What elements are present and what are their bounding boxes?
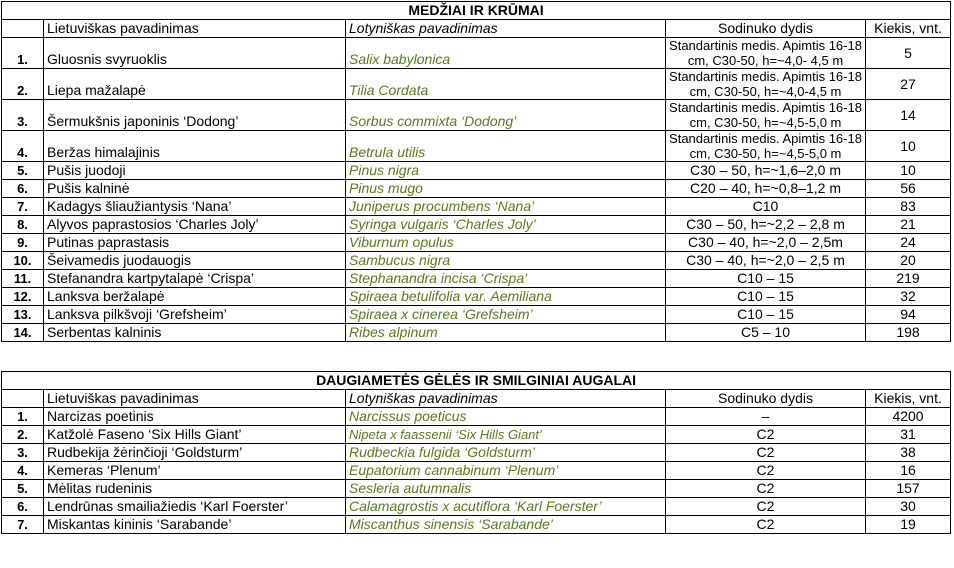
- quantity: 5: [866, 38, 951, 69]
- seedling-size: C2: [666, 462, 866, 480]
- lithuanian-name: Pušis kalninė: [44, 180, 346, 198]
- row-number: 13.: [2, 306, 44, 324]
- row-number: 2.: [2, 69, 44, 100]
- table-row: [2, 234, 951, 252]
- lithuanian-name: Lanksva beržalapė: [44, 288, 346, 306]
- seedling-size: Standartinis medis. Apimtis 16-18 cm, C30-50, h=~4,0-4,5 m: [666, 69, 866, 100]
- seedling-size: C2: [666, 426, 866, 444]
- quantity: 27: [866, 69, 951, 100]
- latin-name: Rudbeckia fulgida ‘Goldsturm’: [346, 444, 666, 462]
- header-latin-name: Lotyniškas pavadinimas: [346, 20, 666, 38]
- latin-name: Betrula utilis: [346, 131, 666, 162]
- quantity: 94: [866, 306, 951, 324]
- seedling-size: C10 – 15: [666, 270, 866, 288]
- lithuanian-name: Šermukšnis japoninis ‘Dodong’: [44, 100, 346, 131]
- quantity: 56: [866, 180, 951, 198]
- latin-name: Pinus mugo: [346, 180, 666, 198]
- seedling-size: C30 – 40, h=~2,0 – 2,5 m: [666, 252, 866, 270]
- quantity: 198: [866, 324, 951, 342]
- table-row: [2, 270, 951, 288]
- table-row: [2, 100, 951, 131]
- perennials-table: [1, 371, 951, 534]
- table-row: [2, 131, 951, 162]
- latin-name: Sambucus nigra: [346, 252, 666, 270]
- table-row: [2, 408, 951, 426]
- quantity: 19: [866, 516, 951, 534]
- row-number: 14.: [2, 324, 44, 342]
- table-row: [2, 180, 951, 198]
- latin-name: Tilia Cordata: [346, 69, 666, 100]
- table-row: [2, 288, 951, 306]
- quantity: 16: [866, 462, 951, 480]
- row-number: 1.: [2, 38, 44, 69]
- row-number: 8.: [2, 216, 44, 234]
- header-number: [2, 20, 44, 38]
- lithuanian-name: Kadagys šliaužiantysis ‘Nana’: [44, 198, 346, 216]
- row-number: 4.: [2, 131, 44, 162]
- quantity: 21: [866, 216, 951, 234]
- seedling-size: C10: [666, 198, 866, 216]
- row-number: 6.: [2, 498, 44, 516]
- row-number: 5.: [2, 162, 44, 180]
- row-number: 6.: [2, 180, 44, 198]
- table-row: [2, 216, 951, 234]
- header-lithuanian-name: Lietuviškas pavadinimas: [44, 20, 346, 38]
- seedling-size: C5 – 10: [666, 324, 866, 342]
- header-latin-name: Lotyniškas pavadinimas: [346, 390, 666, 408]
- latin-name: Ribes alpinum: [346, 324, 666, 342]
- latin-name: Nipeta x faassenii ‘Six Hills Giant’: [346, 426, 666, 444]
- table-row: [2, 162, 951, 180]
- row-number: 3.: [2, 100, 44, 131]
- lithuanian-name: Lanksva pilkšvoji ‘Grefsheim’: [44, 306, 346, 324]
- seedling-size: –: [666, 408, 866, 426]
- header-lithuanian-name: Lietuviškas pavadinimas: [44, 390, 346, 408]
- header-quantity: Kiekis, vnt.: [866, 20, 951, 38]
- row-number: 3.: [2, 444, 44, 462]
- latin-name: Stephanandra incisa ‘Crispa’: [346, 270, 666, 288]
- latin-name: Salix babylonica: [346, 38, 666, 69]
- seedling-size: Standartinis medis. Apimtis 16-18 cm, C30-50, h=~4,5-5,0 m: [666, 100, 866, 131]
- header-seedling-size: Sodinuko dydis: [666, 390, 866, 408]
- quantity: 219: [866, 270, 951, 288]
- quantity: 14: [866, 100, 951, 131]
- latin-name: Viburnum opulus: [346, 234, 666, 252]
- perennials-table-title: DAUGIAMETĖS GĖLĖS IR SMILGINIAI AUGALAI: [2, 372, 951, 390]
- quantity: 83: [866, 198, 951, 216]
- quantity: 157: [866, 480, 951, 498]
- row-number: 1.: [2, 408, 44, 426]
- lithuanian-name: Stefanandra kartpytalapė ‘Crispa’: [44, 270, 346, 288]
- seedling-size: C2: [666, 498, 866, 516]
- quantity: 10: [866, 162, 951, 180]
- seedling-size: C20 – 40, h=~0,8–1,2 m: [666, 180, 866, 198]
- header-seedling-size: Sodinuko dydis: [666, 20, 866, 38]
- table-row: [2, 462, 951, 480]
- table-row: [2, 38, 951, 69]
- trees-table: [1, 1, 951, 342]
- quantity: 30: [866, 498, 951, 516]
- table-row: [2, 480, 951, 498]
- header-number: [2, 390, 44, 408]
- seedling-size: C2: [666, 516, 866, 534]
- seedling-size: C2: [666, 480, 866, 498]
- latin-name: Syringa vulgaris ‘Charles Joly’: [346, 216, 666, 234]
- latin-name: Juniperus procumbens ‘Nana’: [346, 198, 666, 216]
- latin-name: Narcissus poeticus: [346, 408, 666, 426]
- table-row: [2, 324, 951, 342]
- row-number: 9.: [2, 234, 44, 252]
- row-number: 11.: [2, 270, 44, 288]
- latin-name: Sorbus commixta ‘Dodong’: [346, 100, 666, 131]
- quantity: 32: [866, 288, 951, 306]
- row-number: 7.: [2, 198, 44, 216]
- lithuanian-name: Narcizas poetinis: [44, 408, 346, 426]
- quantity: 31: [866, 426, 951, 444]
- lithuanian-name: Pušis juodoji: [44, 162, 346, 180]
- row-number: 4.: [2, 462, 44, 480]
- seedling-size: Standartinis medis. Apimtis 16-18 cm, C30-50, h=~4,0- 4,5 m: [666, 38, 866, 69]
- lithuanian-name: Alyvos paprastosios ‘Charles Joly’: [44, 216, 346, 234]
- seedling-size: C2: [666, 444, 866, 462]
- lithuanian-name: Lendrūnas smailiažiedis ‘Karl Foerster’: [44, 498, 346, 516]
- row-number: 7.: [2, 516, 44, 534]
- quantity: 10: [866, 131, 951, 162]
- table-row: [2, 306, 951, 324]
- row-number: 2.: [2, 426, 44, 444]
- table-row: [2, 252, 951, 270]
- latin-name: Spiraea x cinerea ‘Grefsheim’: [346, 306, 666, 324]
- lithuanian-name: Putinas paprastasis: [44, 234, 346, 252]
- quantity: 4200: [866, 408, 951, 426]
- row-number: 10.: [2, 252, 44, 270]
- lithuanian-name: Rudbekija žėrinčioji ‘Goldsturm’: [44, 444, 346, 462]
- latin-name: Miscanthus sinensis ‘Sarabande’: [346, 516, 666, 534]
- lithuanian-name: Kemeras ‘Plenum’: [44, 462, 346, 480]
- lithuanian-name: Beržas himalajinis: [44, 131, 346, 162]
- table-row: [2, 426, 951, 444]
- lithuanian-name: Liepa mažalapė: [44, 69, 346, 100]
- table-row: [2, 69, 951, 100]
- row-number: 5.: [2, 480, 44, 498]
- seedling-size: C30 – 40, h=~2,0 – 2,5m: [666, 234, 866, 252]
- latin-name: Sesleria autumnalis: [346, 480, 666, 498]
- seedling-size: C30 – 50, h=~2,2 – 2,8 m: [666, 216, 866, 234]
- seedling-size: C30 – 50, h=~1,6–2,0 m: [666, 162, 866, 180]
- lithuanian-name: Serbentas kalninis: [44, 324, 346, 342]
- latin-name: Pinus nigra: [346, 162, 666, 180]
- lithuanian-name: Miskantas kininis ‘Sarabande’: [44, 516, 346, 534]
- table-row: [2, 498, 951, 516]
- latin-name: Calamagrostis x acutiflora ‘Karl Foerster’: [346, 498, 666, 516]
- table-row: [2, 198, 951, 216]
- seedling-size: Standartinis medis. Apimtis 16-18 cm, C30-50, h=~4,5-5,0 m: [666, 131, 866, 162]
- quantity: 24: [866, 234, 951, 252]
- quantity: 38: [866, 444, 951, 462]
- seedling-size: C10 – 15: [666, 288, 866, 306]
- seedling-size: C10 – 15: [666, 306, 866, 324]
- quantity: 20: [866, 252, 951, 270]
- lithuanian-name: Mėlitas rudeninis: [44, 480, 346, 498]
- latin-name: Eupatorium cannabinum ‘Plenum’: [346, 462, 666, 480]
- row-number: 12.: [2, 288, 44, 306]
- header-quantity: Kiekis, vnt.: [866, 390, 951, 408]
- trees-table-title: MEDŽIAI IR KRŪMAI: [2, 2, 951, 20]
- latin-name: Spiraea betulifolia var. Aemiliana: [346, 288, 666, 306]
- table-row: [2, 444, 951, 462]
- lithuanian-name: Šeivamedis juodauogis: [44, 252, 346, 270]
- lithuanian-name: Katžolė Faseno ‘Six Hills Giant’: [44, 426, 346, 444]
- lithuanian-name: Gluosnis svyruoklis: [44, 38, 346, 69]
- table-row: [2, 516, 951, 534]
